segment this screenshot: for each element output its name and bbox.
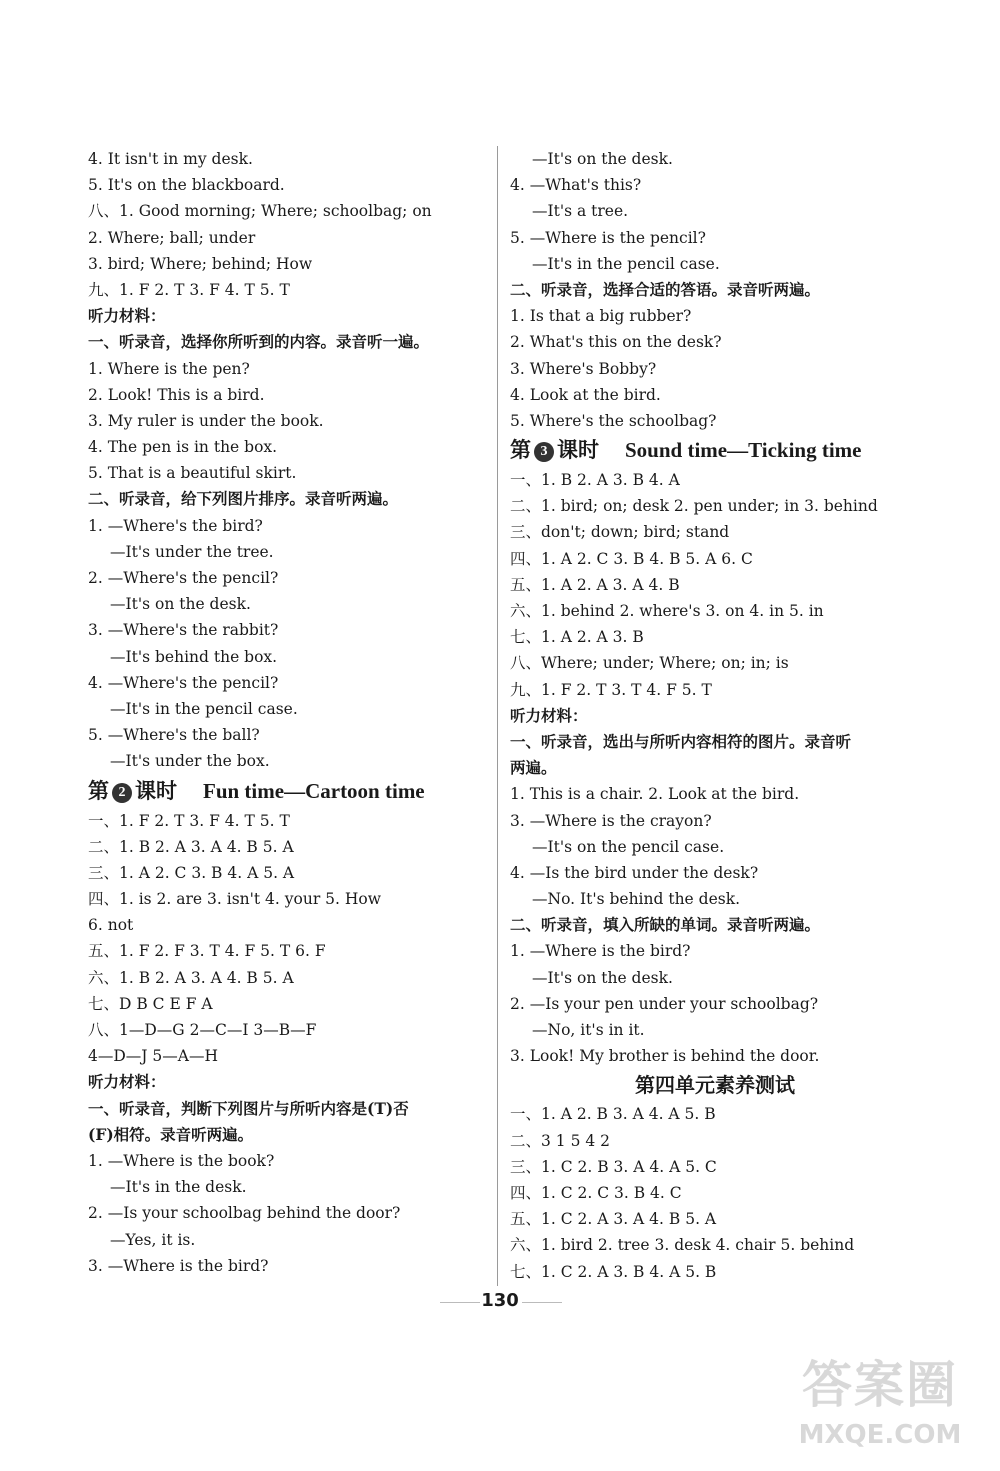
answer-line: —It's in the pencil case. [532, 254, 720, 273]
section-heading: 听力材料： [88, 306, 166, 326]
page-number-rule-right [522, 1302, 562, 1303]
lesson-suffix: 课时 [557, 438, 599, 463]
left-column [88, 146, 488, 1279]
watermark-logo [780, 1353, 980, 1463]
answer-line: —It's under the tree. [110, 542, 274, 561]
answer-line: 三、1. A 2. C 3. B 4. A 5. A [88, 863, 295, 882]
answer-line: 1. Is that a big rubber? [510, 307, 692, 326]
section-heading: (F)相符。录音听两遍。 [88, 1124, 254, 1144]
answer-line: 七、1. C 2. A 3. B 4. A 5. B [510, 1262, 717, 1281]
answer-line: 九、1. F 2. T 3. T 4. F 5. T [510, 680, 712, 699]
answer-line: 2. Where; ball; under [88, 228, 256, 247]
answer-line: 4. The pen is in the box. [88, 438, 278, 457]
answer-line: 3. —Where is the crayon? [510, 811, 712, 830]
answer-line: 七、1. A 2. A 3. B [510, 628, 644, 647]
answer-line: —It's in the pencil case. [110, 699, 298, 718]
answer-line: —No, it's in it. [532, 1021, 645, 1039]
answer-line: 6. not [88, 916, 134, 935]
lesson-number-badge: 2 [112, 783, 132, 803]
answer-line: —It's behind the box. [110, 647, 278, 666]
answer-line: 4. It isn't in my desk. [88, 150, 253, 168]
answer-line: 三、1. C 2. B 3. A 4. A 5. C [510, 1157, 717, 1176]
answer-line: 2. Look! This is a bird. [88, 385, 265, 404]
answer-line: 一、1. B 2. A 3. B 4. A [510, 471, 680, 490]
answer-line: 5. Where's the schoolbag? [510, 411, 717, 430]
section-heading: 一、听录音，选择你所听到的内容。录音听一遍。 [88, 332, 430, 352]
answer-line: 二、1. bird; on; desk 2. pen under; in 3. behind [510, 497, 878, 516]
section-heading: 二、听录音，选择合适的答语。录音听两遍。 [510, 279, 821, 299]
answer-line: 1. —Where's the bird? [88, 516, 263, 535]
answer-line: 5. That is a beautiful skirt. [88, 464, 297, 483]
answer-line: —No. It's behind the desk. [532, 890, 741, 909]
lesson-title: Fun time—Cartoon time [203, 778, 425, 803]
column-divider [497, 146, 498, 1286]
answer-line: 1. Where is the pen? [88, 359, 250, 378]
answer-line: —It's a tree. [532, 202, 629, 221]
answer-line: 1. —Where is the book? [88, 1151, 275, 1170]
answer-line: 3. My ruler is under the book. [88, 411, 324, 430]
answer-line: 2. —Is your schoolbag behind the door? [88, 1204, 401, 1223]
answer-line: 八、1. Good morning; Where; schoolbag; on [88, 202, 432, 221]
answer-line: —Yes, it is. [110, 1230, 196, 1249]
answer-line: 七、D B C E F A [88, 994, 213, 1013]
answer-line: 5. —Where's the ball? [88, 726, 260, 745]
section-heading: 听力材料： [510, 705, 588, 725]
section-heading: 二、听录音，给下列图片排序。录音听两遍。 [88, 489, 399, 509]
answer-line: 五、1. A 2. A 3. A 4. B [510, 575, 680, 594]
answer-line: 二、1. B 2. A 3. A 4. B 5. A [88, 837, 294, 856]
answer-line: —It's on the desk. [532, 968, 673, 987]
answer-line: 二、3 1 5 4 2 [510, 1131, 611, 1150]
section-heading: 听力材料： [88, 1072, 166, 1092]
lesson-prefix: 第 [88, 778, 109, 803]
answer-line: 3. —Where's the rabbit? [88, 621, 279, 640]
lesson-suffix: 课时 [135, 778, 177, 803]
section-heading: 二、听录音，填入所缺的单词。录音听两遍。 [510, 915, 821, 935]
watermark-main: 答案圈 [802, 1356, 958, 1414]
answer-line: 3. Look! My brother is behind the door. [510, 1047, 820, 1066]
section-heading: 一、听录音，判断下列图片与所听内容是(T)否 [88, 1098, 409, 1118]
answer-line: 六、1. B 2. A 3. A 4. B 5. A [88, 968, 294, 987]
answer-line: —It's on the desk. [110, 595, 251, 614]
section-heading: 一、听录音，选出与所听内容相符的图片。录音听 [510, 731, 852, 751]
answer-line: 2. —Is your pen under your schoolbag? [510, 994, 819, 1013]
answer-line: 八、Where; under; Where; on; in; is [510, 654, 789, 673]
answer-line: 1. —Where is the bird? [510, 942, 691, 961]
answer-line: 一、1. F 2. T 3. F 4. T 5. T [88, 811, 290, 830]
lesson-number-badge: 3 [534, 442, 554, 462]
lesson-heading [510, 434, 920, 467]
answer-line: 5. —Where is the pencil? [510, 228, 706, 247]
answer-line: 四、1. A 2. C 3. B 4. B 5. A 6. C [510, 549, 753, 568]
lesson-title: Sound time—Ticking time [625, 438, 862, 463]
answer-line: 一、1. A 2. B 3. A 4. A 5. B [510, 1105, 716, 1124]
answer-line: 4. —Is the bird under the desk? [510, 863, 759, 882]
watermark-sub: MXQE.COM [798, 1420, 962, 1450]
answer-line: 3. Where's Bobby? [510, 359, 657, 378]
unit-test-title: 第四单元素养测试 [635, 1073, 795, 1098]
answer-line: 5. It's on the blackboard. [88, 176, 285, 195]
answer-line: 五、1. C 2. A 3. A 4. B 5. A [510, 1210, 717, 1229]
right-column [510, 146, 920, 1285]
answer-line: —It's on the desk. [532, 150, 673, 168]
lesson-heading [88, 775, 488, 808]
answer-line: 六、1. bird 2. tree 3. desk 4. chair 5. behind [510, 1236, 855, 1255]
answer-line: 3. bird; Where; behind; How [88, 254, 313, 273]
answer-line: 4—D—J 5—A—H [88, 1047, 219, 1066]
answer-line: 4. Look at the bird. [510, 385, 661, 404]
answer-line: 4. —Where's the pencil? [88, 673, 279, 692]
section-heading: 两遍。 [510, 758, 557, 778]
answer-line: 四、1. is 2. are 3. isn't 4. your 5. How [88, 890, 382, 909]
answer-line: 六、1. behind 2. where's 3. on 4. in 5. in [510, 602, 824, 620]
answer-line: 八、1—D—G 2—C—I 3—B—F [88, 1021, 317, 1039]
answer-line: 2. What's this on the desk? [510, 333, 722, 352]
answer-line: 4. —What's this? [510, 176, 642, 195]
answer-line: 3. —Where is the bird? [88, 1256, 269, 1275]
page-number: 130 [481, 1290, 519, 1311]
answer-line: 九、1. F 2. T 3. F 4. T 5. T [88, 280, 290, 299]
answer-line: —It's under the box. [110, 752, 270, 771]
answer-line: 三、don't; down; bird; stand [510, 523, 730, 542]
answer-line: —It's in the desk. [110, 1178, 247, 1197]
lesson-prefix: 第 [510, 438, 531, 463]
answer-line: 五、1. F 2. F 3. T 4. F 5. T 6. F [88, 942, 326, 961]
answer-line: 1. This is a chair. 2. Look at the bird. [510, 785, 800, 804]
answer-line: 四、1. C 2. C 3. B 4. C [510, 1183, 682, 1202]
answer-line: 2. —Where's the pencil? [88, 569, 279, 587]
answer-line: —It's on the pencil case. [532, 837, 725, 856]
